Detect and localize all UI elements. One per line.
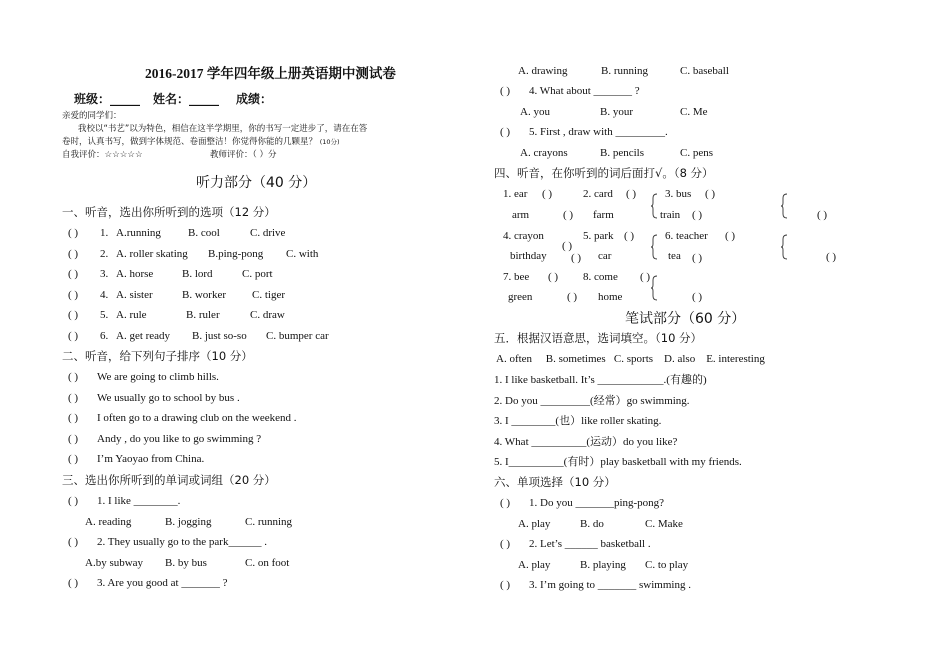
brace-icon (780, 234, 788, 260)
question-number: 2. (100, 247, 109, 260)
option-a: A. play (518, 517, 551, 530)
word-option: train (660, 209, 681, 221)
answer-blank[interactable]: ( ) (68, 391, 79, 404)
option-c: C. bumper car (266, 330, 329, 342)
sentence: I’m Yaoyao from China. (97, 453, 205, 466)
option-c: C. Make (645, 517, 683, 530)
answer-blank[interactable]: ( ) (68, 412, 79, 425)
check-blank[interactable]: ( ) (817, 209, 828, 221)
sentence: We are going to climb hills. (97, 371, 219, 383)
check-blank[interactable]: ( ) (640, 271, 651, 283)
section4-title: 四、听音，在你听到的词后面打√。（8 分） (494, 166, 714, 180)
option-b: B. cool (188, 227, 220, 239)
option-b: B. playing (580, 558, 626, 571)
fill-in-question: 3. I ________(也）like roller skating. (494, 415, 662, 428)
word-option: 7. bee (503, 271, 530, 283)
answer-blank[interactable]: ( ) (500, 579, 511, 592)
option-c: C. on foot (245, 556, 290, 569)
question: 4. What about _______ ? (529, 85, 640, 97)
option-c: C. tiger (252, 288, 285, 301)
option-a: A.by subway (85, 556, 144, 569)
brace-icon (650, 234, 658, 260)
option-a: A. drawing (518, 65, 568, 77)
check-blank[interactable]: ( ) (692, 252, 703, 264)
name-field: 姓名：_____ (153, 92, 220, 106)
question: 2. They usually go to the park______ . (97, 536, 267, 549)
answer-blank[interactable]: ( ) (68, 288, 79, 301)
option-c: C. with (286, 247, 319, 260)
word-option: farm (593, 209, 614, 221)
answer-blank[interactable]: ( ) (68, 227, 79, 239)
word-option: tea (668, 250, 681, 262)
listening-part-heading: 听力部分（40 分） (196, 175, 317, 191)
option-a: A. play (518, 558, 551, 571)
question: 3. Are you good at _______ ? (97, 577, 228, 590)
word-option: 6. teacher (665, 230, 708, 242)
option-a: A. crayons (520, 146, 568, 159)
word-option: green (508, 291, 533, 303)
option-a: A. you (520, 105, 550, 118)
question-number: 3. (100, 268, 109, 281)
option-c: C. port (242, 268, 273, 281)
option-b: B.ping-pong (208, 247, 264, 260)
option-c: C. drive (250, 227, 286, 239)
answer-blank[interactable]: ( ) (68, 536, 79, 549)
answer-blank[interactable]: ( ) (68, 577, 79, 590)
option-b: B. jogging (165, 515, 212, 528)
question: 3. I’m going to _______ swimming . (529, 579, 691, 592)
writing-part-heading: 笔试部分（60 分） (625, 311, 746, 327)
fill-in-question: 5. I__________(有时）play basketball with my friends. (494, 456, 742, 469)
option-a: A. horse (116, 268, 154, 281)
brace-icon (780, 193, 788, 219)
section3-title: 三、选出你所听到的单词或词组（20 分） (62, 473, 276, 487)
sentence: Andy , do you like to go swimming ? (97, 432, 262, 445)
intro-points: (10分) (319, 138, 340, 146)
option-c: C. draw (250, 309, 285, 322)
section2-title: 二、听音，给下列句子排序（10 分） (62, 349, 253, 363)
question-number: 5. (100, 309, 109, 322)
option-c: C. running (245, 515, 293, 528)
option-b: B. worker (182, 288, 226, 301)
word-option: 5. park (583, 230, 614, 242)
intro-text: 卷时，认真书写，做到字体规范、卷面整洁！你觉得你能的几颗星？ (62, 137, 318, 147)
word-option: arm (512, 209, 530, 221)
option-c: C. pens (680, 146, 713, 159)
class-field: 班级：_____ (74, 92, 141, 106)
word-option: birthday (510, 250, 547, 262)
answer-blank[interactable]: ( ) (500, 538, 511, 551)
check-blank[interactable]: ( ) (624, 230, 635, 242)
check-blank[interactable]: ( ) (826, 251, 837, 263)
option-c: C. baseball (680, 65, 729, 77)
check-blank[interactable]: ( ) (725, 230, 736, 242)
check-blank[interactable]: ( ) (692, 291, 703, 303)
answer-blank[interactable]: ( ) (500, 126, 511, 139)
score-field: 成绩： (236, 92, 273, 106)
option-c: C. to play (645, 558, 689, 571)
teacher-evaluation: 教师评价：（ ）分 (210, 150, 277, 160)
answer-blank[interactable]: ( ) (68, 432, 79, 445)
option-a: A. sister (116, 288, 153, 301)
option-a: A. get ready (116, 330, 171, 342)
word-option: 3. bus (665, 188, 692, 200)
option-b: B. ruler (186, 309, 220, 322)
fill-in-question: 2. Do you _________(经常）go swimming. (494, 394, 690, 407)
option-b: B. do (580, 517, 604, 530)
option-b: B. lord (182, 268, 213, 281)
section5-title: 五．根据汉语意思，选词填空。（10 分） (494, 331, 703, 345)
option-c: C. Me (680, 105, 708, 118)
check-blank[interactable]: ( ) (571, 252, 582, 264)
fill-in-question: 1. I like basketball. It’s ____________.(有趣的) (494, 374, 707, 386)
word-option: 8. come (583, 271, 618, 283)
question: 1. I like ________. (97, 495, 181, 507)
answer-blank[interactable]: ( ) (68, 330, 79, 342)
answer-blank[interactable]: ( ) (68, 495, 79, 507)
brace-icon (650, 193, 658, 219)
word-option: 2. card (583, 188, 613, 200)
section1-title: 一、听音，选出你所听到的选项（12 分） (62, 205, 276, 219)
self-evaluation: 自我评价：☆☆☆☆☆ (62, 150, 143, 160)
question-number: 1. (100, 227, 109, 239)
section5-options: A. often B. sometimes C. sports D. also E. interesting (496, 353, 765, 365)
answer-blank[interactable]: ( ) (68, 268, 79, 281)
question: 5. First , draw with _________. (529, 126, 668, 139)
check-blank[interactable]: ( ) (705, 188, 716, 200)
word-option: 1. ear (503, 188, 528, 200)
option-b: B. just so-so (192, 330, 247, 342)
fill-in-question: 4. What __________(运动）do you like? (494, 435, 678, 448)
question: 1. Do you _______ping-pong? (529, 497, 665, 509)
word-option: 4. crayon (503, 230, 544, 242)
answer-blank[interactable]: ( ) (68, 309, 79, 322)
answer-blank[interactable]: ( ) (500, 497, 511, 509)
check-blank[interactable]: ( ) (567, 291, 578, 303)
option-a: A.running (116, 227, 161, 239)
question-number: 4. (100, 288, 109, 301)
answer-blank[interactable]: ( ) (68, 247, 79, 260)
check-blank[interactable]: ( ) (626, 188, 637, 200)
option-a: A. reading (85, 515, 132, 528)
option-b: B. running (601, 65, 649, 77)
section6-title: 六、单项选择（10 分） (494, 475, 616, 489)
brace-icon (650, 275, 658, 301)
option-b: B. pencils (600, 146, 644, 159)
sentence: I often go to a drawing club on the weekend . (97, 412, 297, 425)
question-number: 6. (100, 330, 109, 342)
check-blank[interactable]: ( ) (563, 209, 574, 221)
exam-title: 2016-2017 学年四年级上册英语期中测试卷 (145, 66, 396, 81)
option-b: B. your (600, 105, 633, 118)
check-blank[interactable]: ( ) (562, 240, 573, 252)
check-blank[interactable]: ( ) (542, 188, 553, 200)
question: 2. Let’s ______ basketball . (529, 538, 651, 551)
word-option: car (598, 250, 612, 262)
answer-blank[interactable]: ( ) (68, 453, 79, 466)
option-b: B. by bus (165, 556, 207, 569)
option-a: A. rule (116, 309, 147, 322)
greeting: 亲爱的同学们： (62, 111, 122, 121)
intro-line1: 我校以“书艺”以为特色，相信在这半学期里，你的书写一定进步了，请在在答 (78, 124, 368, 134)
answer-blank[interactable]: ( ) (68, 371, 79, 383)
word-option: home (598, 291, 623, 303)
check-blank[interactable]: ( ) (548, 271, 559, 283)
sentence: We usually go to school by bus . (97, 391, 240, 404)
option-a: A. roller skating (116, 247, 188, 260)
answer-blank[interactable]: ( ) (500, 85, 511, 97)
intro-line2 (62, 137, 340, 148)
check-blank[interactable]: ( ) (692, 209, 703, 221)
